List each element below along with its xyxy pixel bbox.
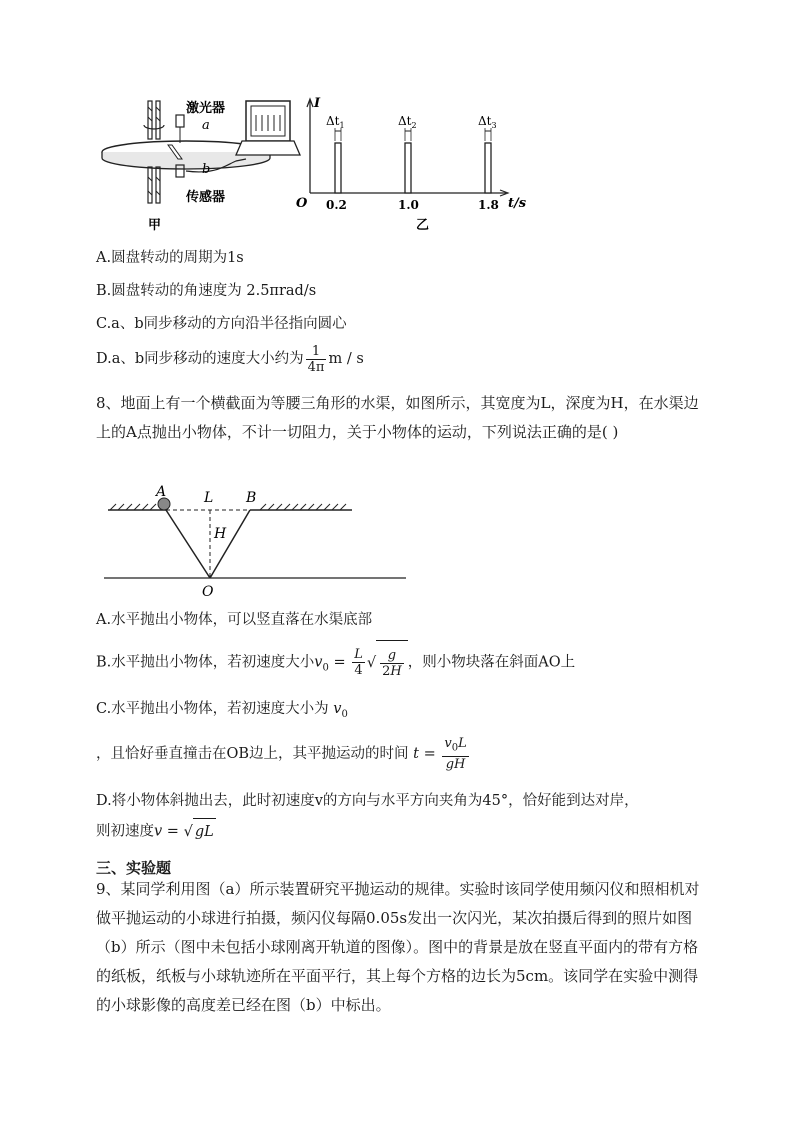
pulse-3-label: $\Delta t_3$ xyxy=(478,114,497,130)
section-title: 三、实验题 xyxy=(96,859,172,877)
q7-option-c: C.a、b同步移动的方向沿半径指向圆心 xyxy=(96,316,347,332)
pulse-3-time: 1.8 xyxy=(478,198,499,212)
q8-option-a: A.水平抛出小物体，可以竖直落在水渠底部 xyxy=(96,612,373,628)
q8-option-c: C.水平抛出小物体，若初速度大小为 $v_0$ xyxy=(96,701,348,720)
label-laser: 激光器 xyxy=(186,101,226,116)
label-sensor: 传感器 xyxy=(186,190,226,205)
q7-option-b: B.圆盘转动的角速度为 2.5πrad/s xyxy=(96,283,317,299)
pulse-3 xyxy=(485,143,491,193)
depth-h-label: H xyxy=(214,526,227,542)
q8-stem: 8、地面上有一个横截面为等腰三角形的水渠，如图所示，其宽度为L，深度为H，在水渠边上的A点抛出小物体，不计一切阻力，关于小物体的运动，下列说法正确的是( ) xyxy=(96,394,699,441)
pulse-1-time: 0.2 xyxy=(326,198,347,212)
q8-option-b: B.水平抛出小物体，若初速度大小$v_0$ = $\frac{L}{4}$ √ $\frac{g}{2H}$ ，则小物块落在斜面AO上 xyxy=(96,640,575,690)
axis-x-label: t/s xyxy=(508,196,527,211)
pulse-1 xyxy=(335,143,341,193)
q8-canal-figure xyxy=(100,484,410,600)
label-a: a xyxy=(202,118,210,133)
origin-label: O xyxy=(296,196,308,211)
q7-option-d: D.a、b同步移动的速度大小约为 $\frac{1}{4\pi}$ m / s xyxy=(96,343,364,375)
pulse-2-time: 1.0 xyxy=(398,198,419,212)
figure-yi xyxy=(294,95,534,235)
q8-option-d-line2: 则初速度v = √ gL xyxy=(96,818,216,845)
q8-option-c-cont: ，且恰好垂直撞击在OB边上，其平抛运动的时间 t = $\frac{v_0L}{gH}$ xyxy=(96,736,467,772)
pulse-1-label: $\Delta t_1$ xyxy=(326,114,345,130)
q9-text: 9、某同学利用图（a）所示装置研究平抛运动的规律。实验时该同学使用频闪仪和照相机对做平抛运动的小球进行拍摄，频闪仪每隔0.05s发出一次闪光，某次拍摄后得到的照片如图（b）所示（图中未包括小球刚离开轨道的图像）。图中的背景是放在竖直平面内的带有方格的纸板，纸板与小球轨迹所在平面平行，其上每个方格的边长为5cm。该同学在实验中测得的小球影像的高度差已经在图（b）中标出。 xyxy=(96,880,700,1014)
point-b-label: B xyxy=(246,490,257,506)
axis-y-label: I xyxy=(314,96,321,111)
q7-option-a: A.圆盘转动的周期为1s xyxy=(96,250,244,266)
q8-option-d-line1: D.将小物体斜抛出去，此时初速度v的方向与水平方向夹角为45°，恰好能到达对岸， xyxy=(96,793,639,809)
width-l-label: L xyxy=(204,490,214,506)
pulse-2 xyxy=(405,143,411,193)
point-o-label: O xyxy=(202,584,214,600)
caption-yi: 乙 xyxy=(416,218,430,233)
label-b: b xyxy=(202,162,211,177)
point-a-label: A xyxy=(156,484,167,500)
caption-jia: 甲 xyxy=(148,218,162,233)
figure-jia xyxy=(96,95,316,235)
pulse-2-label: $\Delta t_2$ xyxy=(398,114,417,130)
